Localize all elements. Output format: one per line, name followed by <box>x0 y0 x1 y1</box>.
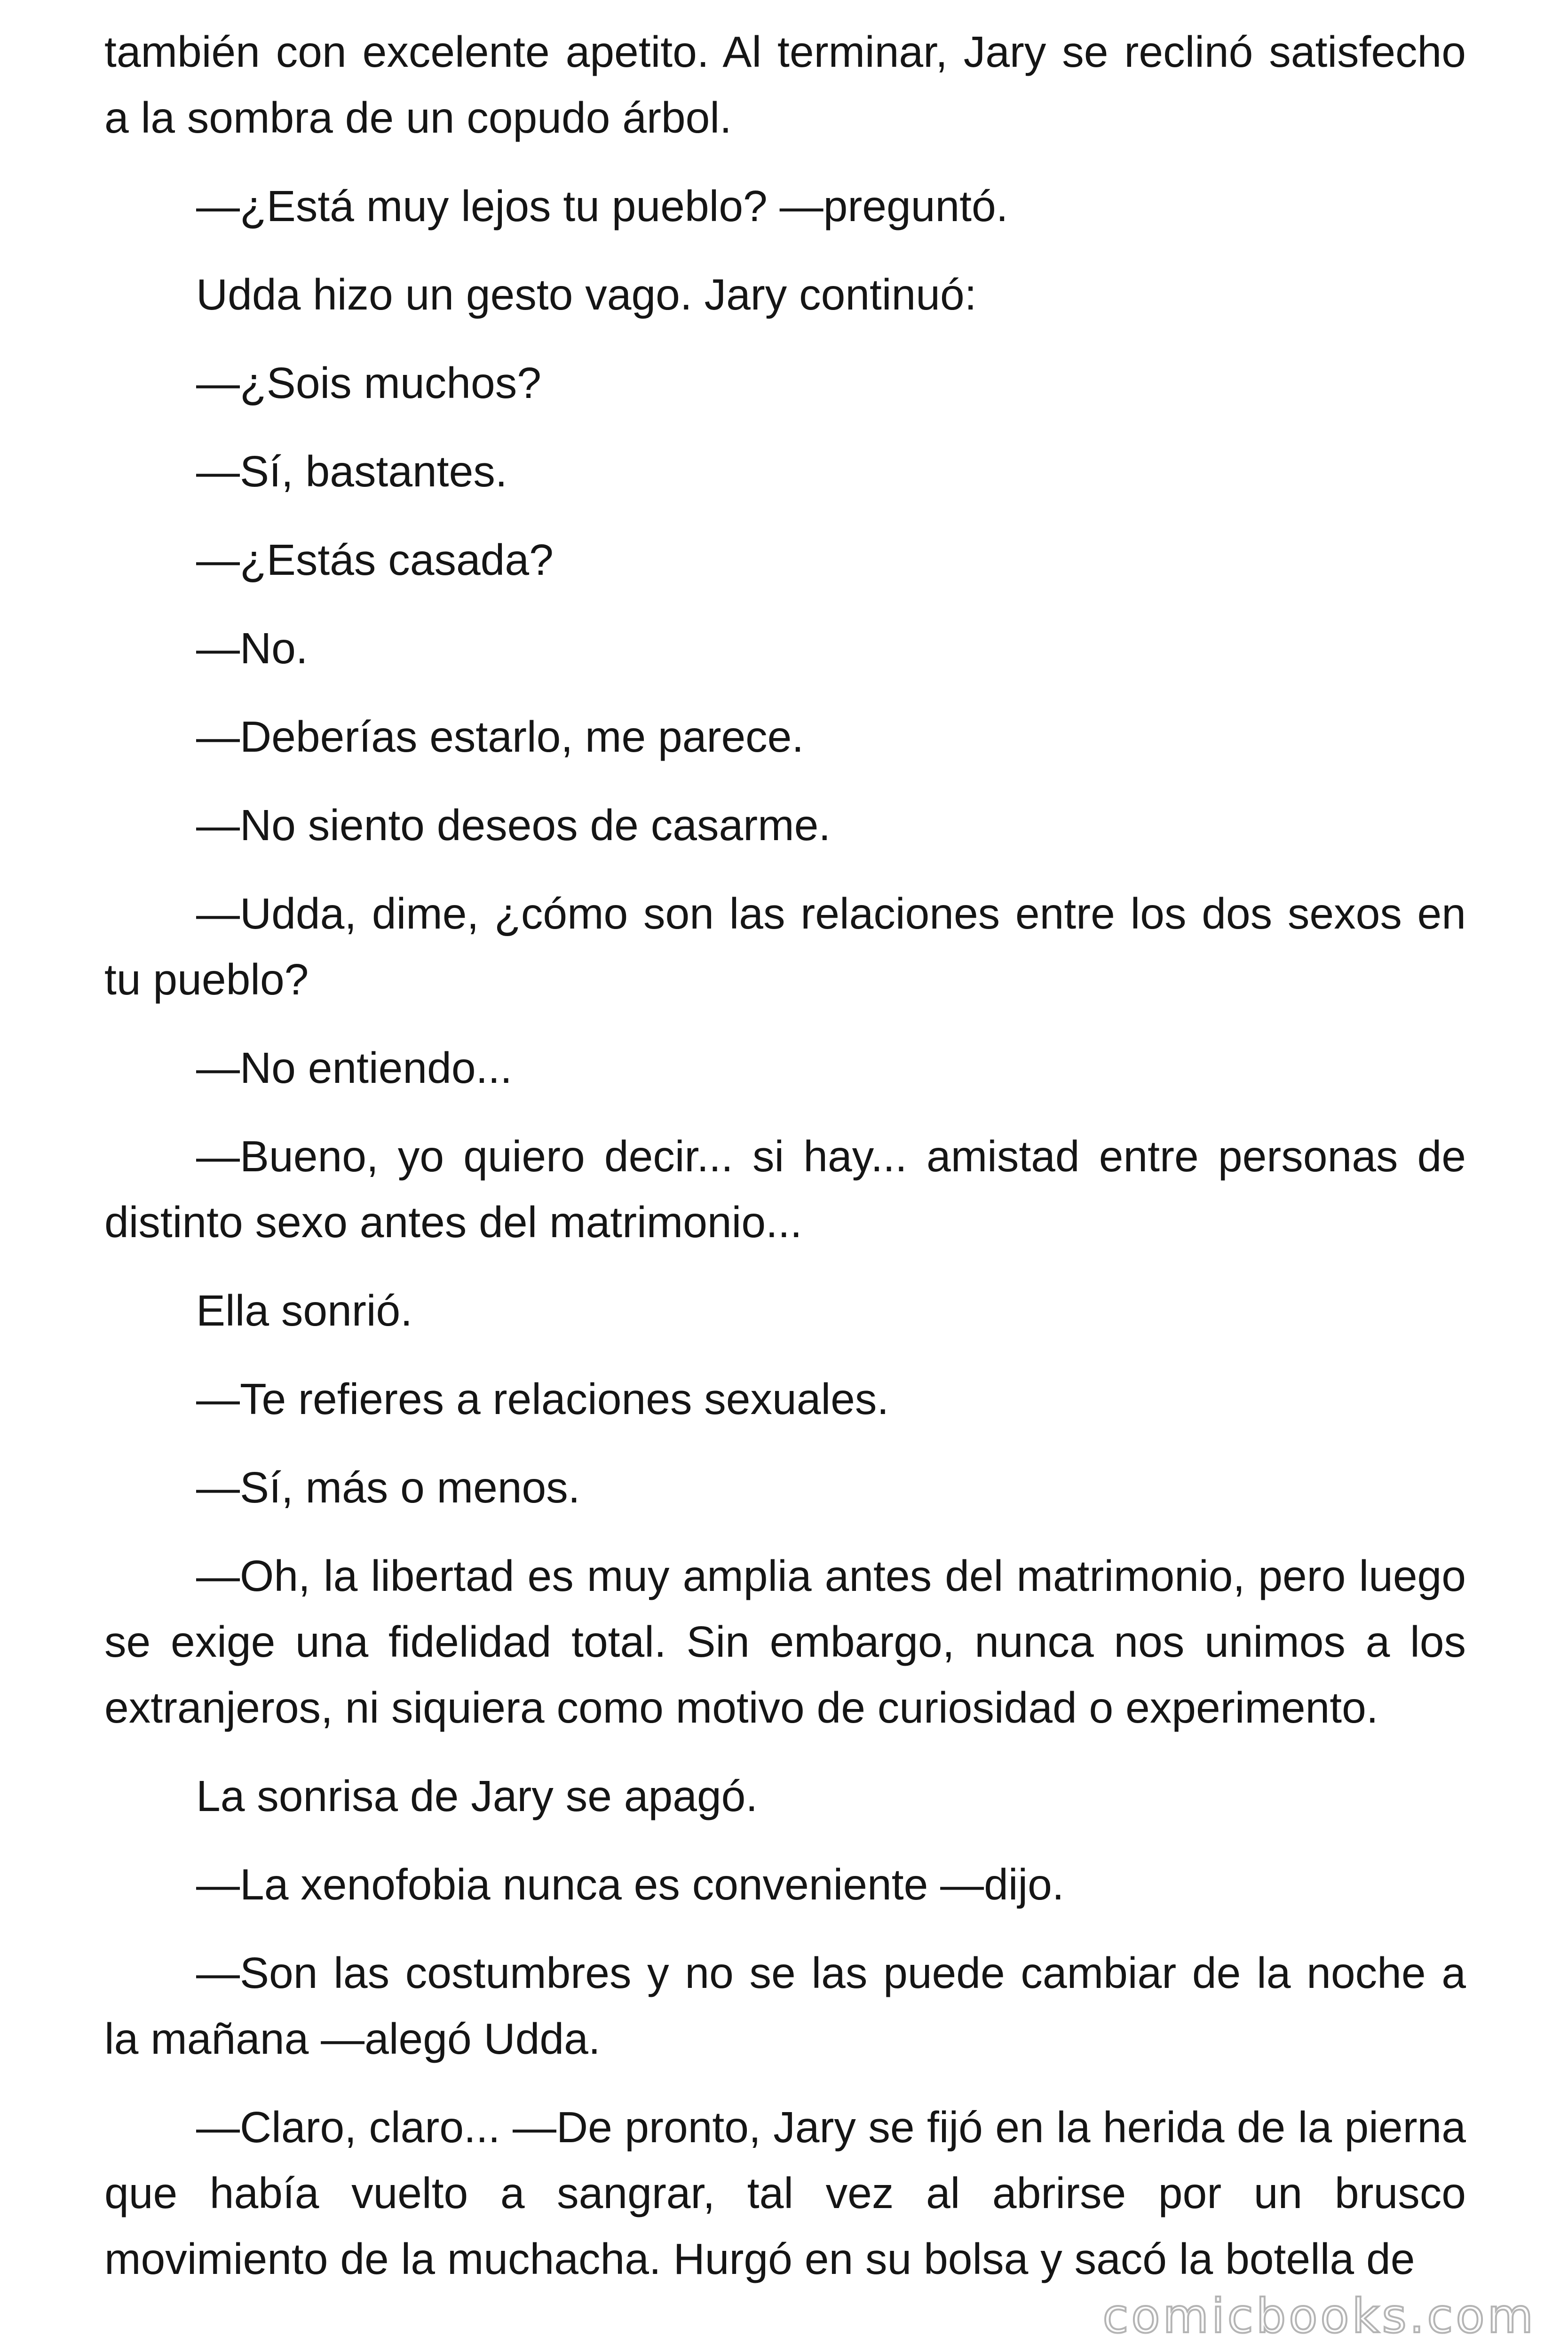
paragraph-4: —¿Sois muchos? <box>196 358 541 407</box>
paragraph-9: —No siento deseos de casarme. <box>196 801 831 850</box>
paragraph-5: —Sí, bastantes. <box>196 447 507 496</box>
document-page <box>104 19 1466 2314</box>
paragraph-19: —Son las costumbres y no se las puede cambiar de la noche a la mañana —alegó Udda. <box>104 1948 1466 2063</box>
paragraph-10: —Udda, dime, ¿cómo son las relaciones entre los dos sexos en tu pueblo? <box>104 889 1466 1004</box>
watermark: comicbooks.com <box>1102 2288 1536 2344</box>
paragraph-3: Udda hizo un gesto vago. Jary continuó: <box>196 270 977 319</box>
paragraph-11: —No entiendo... <box>196 1043 513 1092</box>
paragraph-14: —Te refieres a relaciones sexuales. <box>196 1375 889 1423</box>
paragraph-17: La sonrisa de Jary se apagó. <box>196 1772 758 1820</box>
paragraph-16: —Oh, la libertad es muy amplia antes del matrimonio, pero luego se exige una fidelidad total. Sin embargo, nunca nos unimos a los extranjeros, ni siquiera como motivo de curiosidad o experimento. <box>104 1551 1466 1732</box>
paragraph-18: —La xenofobia nunca es conveniente —dijo. <box>196 1860 1064 1909</box>
paragraph-8: —Deberías estarlo, me parece. <box>196 712 804 761</box>
paragraph-15: —Sí, más o menos. <box>196 1463 580 1512</box>
paragraph-2: —¿Está muy lejos tu pueblo? —preguntó. <box>196 182 1008 230</box>
paragraph-13: Ella sonrió. <box>196 1286 413 1335</box>
paragraph-7: —No. <box>196 624 308 673</box>
paragraph-1: también con excelente apetito. Al terminar, Jary se reclinó satisfecho a la sombra de un copudo árbol. <box>104 27 1466 142</box>
paragraph-6: —¿Estás casada? <box>196 535 554 584</box>
paragraph-20: —Claro, claro... —De pronto, Jary se fijó en la herida de la pierna que había vuelto a sangrar, tal vez al abrirse por un brusco movimiento de la muchacha. Hurgó en su bolsa y sacó la botella de <box>104 2103 1466 2283</box>
paragraph-12: —Bueno, yo quiero decir... si hay... amistad entre personas de distinto sexo antes del matrimonio... <box>104 1132 1466 1247</box>
